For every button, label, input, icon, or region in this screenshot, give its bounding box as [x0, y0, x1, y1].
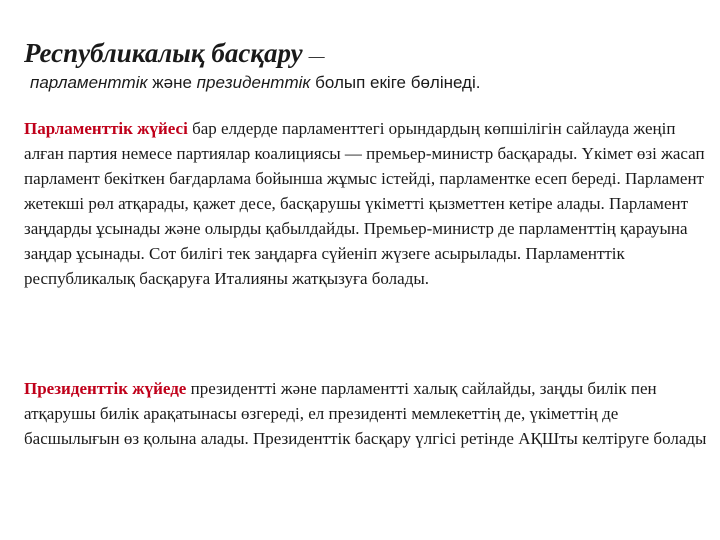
subtitle-ending: болып екіге бөлінеді.: [310, 73, 481, 92]
subtitle-term-presidential: президенттік: [196, 73, 311, 92]
parliamentary-text: бар елдерде парламенттегі орындардың көпшілігін сайлауда жеңіп алған партия немесе партиялар коалициясы — премьер-министр басқарады. Үкімет өзі жасап парламент бекіткен бағдарлама бойынша жұмыс істейді, парламентке есеп береді. Парламент жетекші рөл атқарады, қажет десе, басқарушы үкіметті қызметтен кетіре алады. Парламент заңдарды ұсынады және олырды қабылдайды. Премьер-министр де парламенттің қарауына заңдар ұсынады. Сот билігі тек заңдарға сүйеніп жүзеге асырылады. Парламенттік республикалық басқаруға Италияны жатқызуға болады.: [24, 119, 705, 288]
parliamentary-term: Парламенттік жүйесі: [24, 119, 188, 138]
presidential-text: президентті және парламентті халық сайлайды, заңды билік пен атқарушы билік арақатынасы өзгереді, ел президенті мемлекеттің де, үкіметтің де басшылығын өз қолына алады. Президенттік басқару үлгісі ретінде АҚШты келтіруге болады: [24, 379, 707, 448]
title-line: [24, 38, 325, 69]
paragraph-parliamentary: [24, 116, 708, 291]
slide-title: Республикалық басқару: [24, 38, 303, 68]
paragraph-presidential: [24, 376, 708, 451]
slide-subtitle: [30, 73, 480, 93]
subtitle-conjunction: және: [147, 73, 197, 92]
subtitle-term-parliamentary: парламенттік: [30, 73, 148, 92]
title-dash: —: [308, 46, 325, 66]
presidential-term: Президенттік жүйеде: [24, 379, 187, 398]
